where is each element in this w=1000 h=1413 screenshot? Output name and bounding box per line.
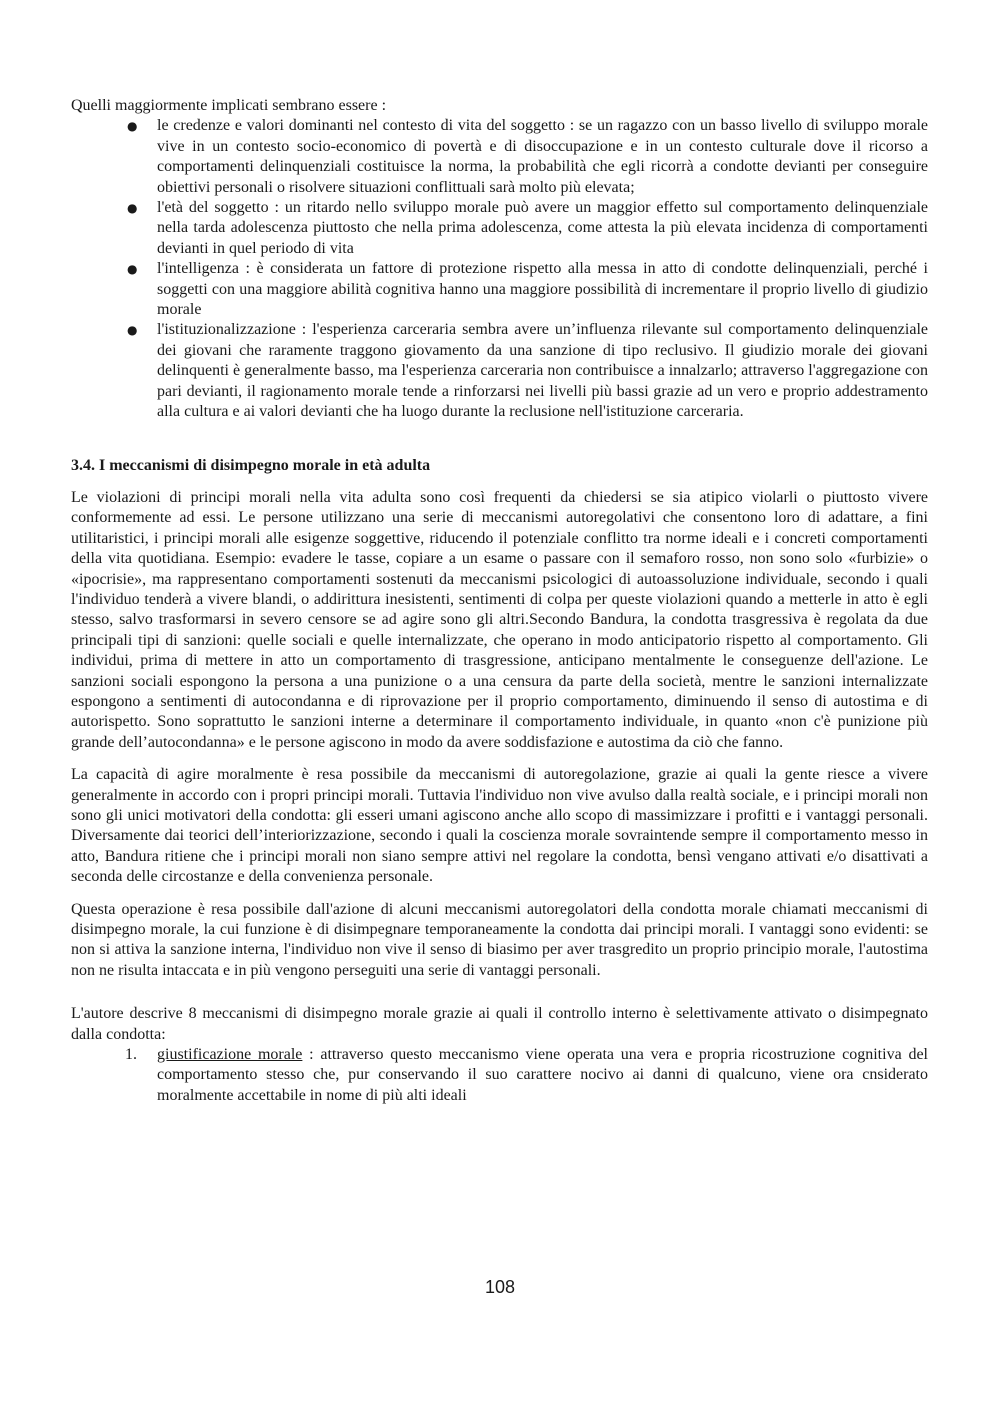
bullet-list [71,116,928,422]
bullet-icon: ● [127,119,138,134]
page-content [71,96,928,1106]
bullet-icon: ● [127,262,138,277]
item-term: giustificazione morale [157,1046,303,1064]
bullet-text: l'intelligenza : è considerata un fattore di protezione rispetto alla messa in atto di condotte delinquenziali, perché i soggetti con una maggiore abilità cognitiva hanno una maggiore possibilità di incrementare il proprio livello di giudizio morale [157,260,928,319]
item-number: 1. [125,1046,137,1064]
bullet-item [71,198,928,259]
paragraph: Le violazioni di principi morali nella vita adulta sono così frequenti da chiedersi se sia atipico violarli o piuttosto vivere conformemente ad essi. Le persone utilizzano una serie di meccanismi autoregolativi che consentono loro di adattare, a fini utilitaristici, i principi morali alle esigenze soggettive, riducendo il potenziale conflitto tra norme ideali e i concreti comportamenti della vita quotidiana. Esempio: evadere le tasse, copiare a un esame o passare con il semaforo rosso, non sono solo «furbizie» o «ipocrisie», ma rappresentano comportamenti sostenuti da meccanismi psicologici di autoassoluzione individuale, secondo i quali l'individuo tenderà a vivere blandi, o addirittura inesistenti, sentimenti di colpa per queste violazioni quando a metterle in atto è egli stesso, salvo trasformarsi in severo censore se ad agire sono gli altri.Secondo Bandura, la condotta trasgressiva è regolata da due principali tipi di sanzioni: quelle sociali e quelle internalizzate, che operano in modo anticipatorio rispetto al comportamento. Gli individui, prima di mettere in atto un comportamento di trasgressione, anticipano mentalmente le conseguenze dell'azione. Le sanzioni sociali espongono la persona a una punizione o a una censura da parte della società, mentre le sanzioni internalizzate espongono a sentimenti di autocondanna e di riprovazione per il proprio comportamento, diminuendo il senso di autostima e di autorispetto. Sono soprattutto le sanzioni interne a determinare il comportamento individuale, in quanto «non c'è punizione più grande dell’autocondanna» e le persone agiscono in modo da avere soddisfazione e autostima da ciò che fanno. [71,488,928,751]
paragraph: L'autore descrive 8 meccanismi di disimpegno morale grazie ai quali il controllo interno è selettivamente attivato o disimpegnato dalla condotta: [71,1005,928,1043]
page-number: 108 [484,1277,516,1297]
bullet-item [71,320,928,422]
bullet-item [71,259,928,320]
bullet-text: l'età del soggetto : un ritardo nello sviluppo morale può avere un maggior effetto sul comportamento delinquenziale nella tarda adolescenza piuttosto che nella prima adolescenza, come attesta la più elevata incidenza di comportamenti devianti in quel periodo di vita [157,199,928,257]
paragraph: Questa operazione è resa possibile dall'azione di alcuni meccanismi autoregolatori della condotta morale chiamati meccanismi di disimpegno morale, la cui funzione è di disimpegnare temporaneamente la condotta dai principi morali. I vantaggi sono evidenti: se non si attiva la sanzione interna, l'individuo non vive il senso di biasimo per aver trasgredito un proprio principio morale, l'autostima non ne risulta intaccata e in più vengono perseguiti una serie di vantaggi personali. [71,900,928,979]
section-heading: 3.4. I meccanismi di disimpegno morale in età adulta [71,456,431,474]
numbered-item [71,1045,928,1106]
intro-text: Quelli maggiormente implicati sembrano essere : [71,97,387,114]
numbered-list [71,1045,928,1106]
bullet-text: le credenze e valori dominanti nel contesto di vita del soggetto : se un ragazzo con un basso livello di sviluppo morale vive in un contesto socio-economico di povertà e di disoccupazione e in un contesto culturale dove il ricorso a comportamenti delinquenziali costituisce la norma, la probabilità che egli ricorrà a condotte devianti per conseguire obiettivi personali o risolvere situazioni conflittuali sarà molto più elevata; [157,117,928,196]
bullet-icon: ● [127,323,138,338]
bullet-icon: ● [127,201,138,216]
bullet-item [71,116,928,198]
item-text: : attraverso questo meccanismo viene operata una vera e propria ricostruzione cognitiva del comportamento stesso che, pur conservando il suo carattere nocivo ai danni di qualcuno, viene ora cnsiderato moralmente accettabile in nome di più alti ideali [157,1046,928,1104]
bullet-text: l'istituzionalizzazione : l'esperienza carceraria sembra avere un’influenza rilevante sul comportamento delinquenziale dei giovani che raramente traggono giovamento da una sanzione di tipo reclusivo. Il giudizio morale dei giovani delinquenti è generalmente basso, ma l'esperienza carceraria non contribuisce a innalzarlo; attraverso l'aggregazione con pari devianti, il ragionamento morale tende a rinforzarsi nei livelli più bassi grazie ad un vero e proprio addestramento alla cultura e ai valori devianti che ha luogo durante la reclusione nell'istituzione carceraria. [157,321,928,421]
paragraph: La capacità di agire moralmente è resa possibile da meccanismi di autoregolazione, grazie ai quali la gente riesce a vivere generalmente in accordo con i propri principi morali. Tuttavia l'individuo non vive avulso dalla realtà sociale, e i principi morali non sono gli unici motivatori della condotta: gli esseri umani agiscono anche allo scopo di massimizzare i profitti e i vantaggi personali. Diversamente dai teorici dell’interiorizzazione, secondo i quali la coscienza morale sovraintende sempre il comportamento messo in atto, Bandura ritiene che i principi morali non siano sempre attivi nel regolare la condotta, bensì vengano attivati e/o disattivati a seconda delle circostanze e della convenienza personale. [71,766,928,886]
